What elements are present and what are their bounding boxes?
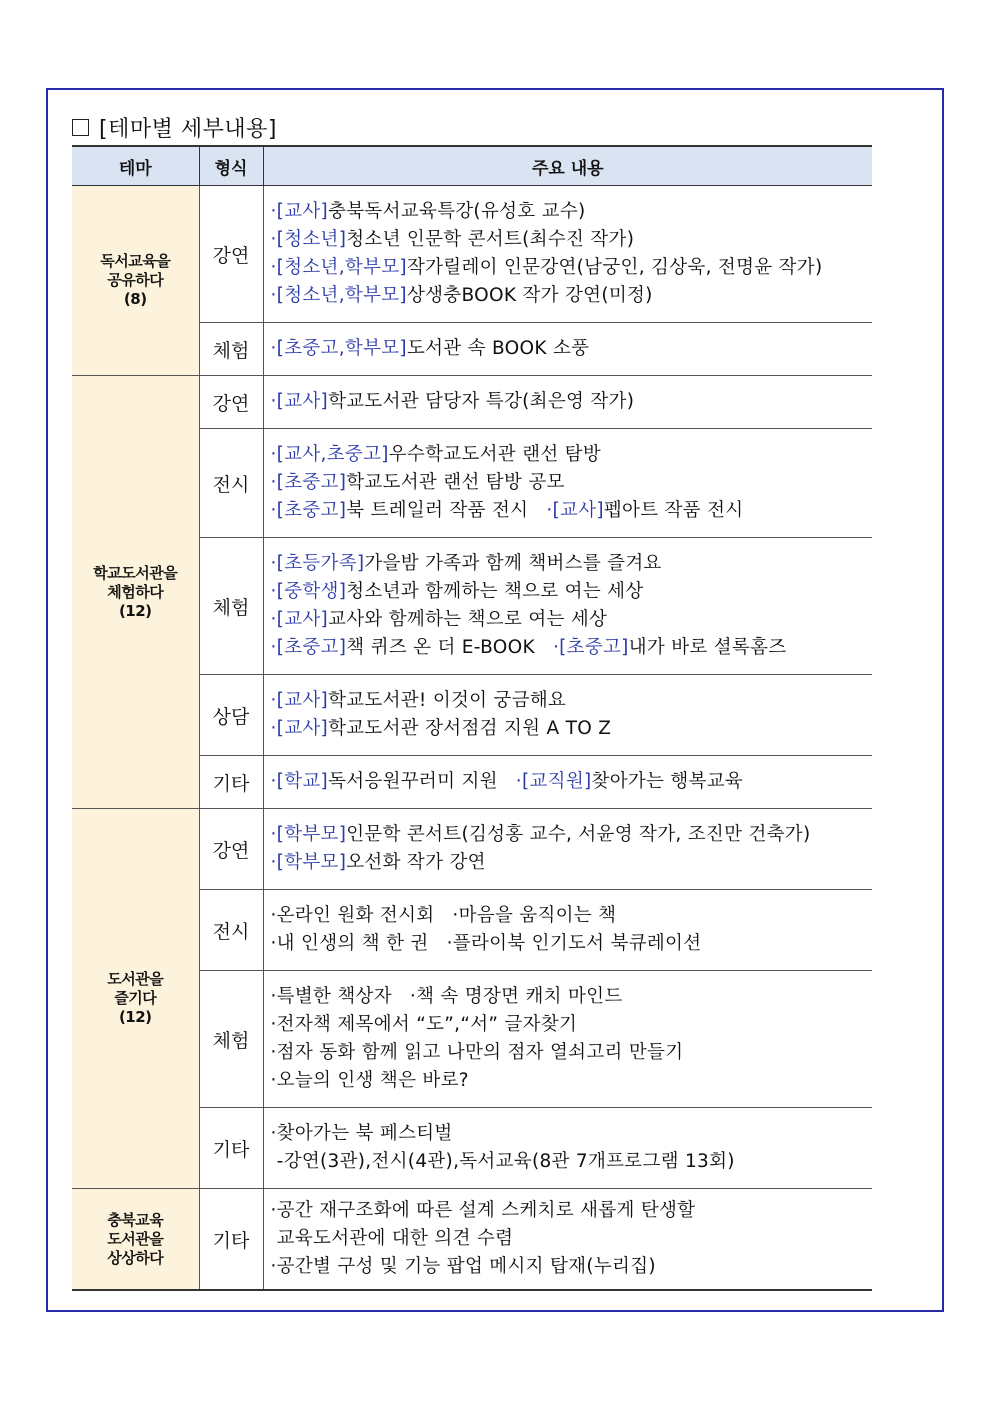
content-line bbox=[271, 335, 873, 363]
program-text: ·오늘의 인생 책은 바로? bbox=[270, 1070, 469, 1091]
program-text: 책 퀴즈 온 더 E-BOOK bbox=[346, 637, 535, 658]
content-line bbox=[271, 849, 873, 877]
form-cell: 체험 bbox=[199, 971, 263, 1108]
form-cell: 강연 bbox=[199, 186, 263, 323]
audience-tag: ·[교사,초중고] bbox=[270, 444, 389, 465]
theme-label-line: (8) bbox=[123, 290, 147, 308]
content-cell bbox=[263, 186, 872, 323]
content-line bbox=[271, 1067, 873, 1095]
content-line bbox=[271, 715, 873, 743]
program-text: 학교도서관! 이것이 궁금해요 bbox=[328, 690, 567, 711]
theme-label-line: (12) bbox=[118, 601, 152, 620]
content-cell bbox=[263, 809, 872, 890]
audience-tag: ·[교사] bbox=[546, 500, 604, 521]
audience-tag: ·[교사] bbox=[270, 718, 329, 739]
audience-tag: ·[청소년,학부모] bbox=[270, 257, 407, 278]
content-line bbox=[271, 983, 873, 1011]
program-text: 내가 바로 셜록홈즈 bbox=[628, 637, 787, 658]
audience-tag: ·[교직원] bbox=[515, 771, 592, 792]
content-line bbox=[271, 497, 873, 525]
content-cell bbox=[263, 376, 872, 429]
program-text: 교사와 함께하는 책으로 여는 세상 bbox=[328, 609, 608, 630]
content-cell bbox=[263, 538, 872, 675]
content-cell bbox=[263, 890, 872, 971]
content-line bbox=[271, 902, 873, 930]
theme-label-line: 도서관을 bbox=[107, 970, 164, 988]
audience-tag: ·[학부모] bbox=[270, 824, 347, 845]
program-text: ·공간 재구조화에 따른 설계 스케치로 새롭게 탄생할 bbox=[270, 1200, 696, 1221]
content-line bbox=[271, 1011, 873, 1039]
program-text: 도서관 속 BOOK 소풍 bbox=[406, 338, 590, 359]
table-row bbox=[72, 809, 872, 890]
table-row bbox=[72, 186, 872, 323]
content-line bbox=[271, 469, 873, 497]
content-line bbox=[271, 1148, 873, 1176]
program-text: 상생충BOOK 작가 강연(미정) bbox=[406, 285, 653, 306]
audience-tag: ·[초중고] bbox=[270, 637, 347, 658]
program-text: 독서응원꾸러미 지원 bbox=[328, 771, 498, 792]
theme-label-line: (12) bbox=[118, 1008, 152, 1026]
program-text: 찾아가는 행복교육 bbox=[591, 771, 744, 792]
audience-tag: ·[초중고] bbox=[552, 637, 629, 658]
header-content: 주요 내용 bbox=[263, 146, 872, 186]
program-text: ·온라인 원화 전시회 bbox=[270, 905, 435, 926]
theme-cell bbox=[72, 809, 199, 1189]
theme-detail-table bbox=[72, 145, 872, 1291]
program-text: ·점자 동화 함께 읽고 나만의 점자 열쇠고리 만들기 bbox=[270, 1042, 684, 1063]
content-line bbox=[271, 441, 873, 469]
content-cell bbox=[263, 323, 872, 376]
program-text: 학교도서관 랜선 탐방 공모 bbox=[346, 472, 565, 493]
audience-tag: ·[청소년,학부모] bbox=[270, 285, 407, 306]
theme-label-line: 공유하다 bbox=[107, 271, 164, 289]
program-text: 교육도서관에 대한 의견 수렴 bbox=[270, 1228, 514, 1249]
program-text: ·찾아가는 북 페스티벌 bbox=[270, 1123, 453, 1144]
program-text: 인문학 콘서트(김성홍 교수, 서윤영 작가, 조진만 건축가) bbox=[346, 824, 811, 845]
program-text: 펩아트 작품 전시 bbox=[603, 500, 744, 521]
content-line bbox=[271, 254, 873, 282]
theme-label-line: 독서교육을 bbox=[100, 252, 171, 270]
audience-tag: ·[교사] bbox=[270, 690, 329, 711]
content-line bbox=[271, 282, 873, 310]
audience-tag: ·[청소년] bbox=[270, 229, 347, 250]
program-text: ·내 인생의 책 한 권 bbox=[270, 933, 429, 954]
program-text: ·특별한 책상자 bbox=[270, 986, 392, 1007]
audience-tag: ·[초중고] bbox=[270, 472, 347, 493]
audience-tag: ·[초등가족] bbox=[270, 553, 365, 574]
theme-label-line: 충북교육 bbox=[107, 1210, 164, 1229]
audience-tag: ·[교사] bbox=[270, 201, 329, 222]
checkbox-square-icon bbox=[72, 119, 89, 136]
content-line bbox=[271, 198, 873, 226]
content-line bbox=[271, 930, 873, 958]
content-cell bbox=[263, 429, 872, 538]
form-cell: 기타 bbox=[199, 1189, 263, 1291]
content-line bbox=[271, 1197, 873, 1225]
program-text: 오선화 작가 강연 bbox=[346, 852, 486, 873]
theme-cell bbox=[72, 1189, 199, 1291]
section-heading-text: [테마별 세부내용] bbox=[99, 117, 277, 142]
content-cell bbox=[263, 675, 872, 756]
content-line bbox=[271, 634, 873, 662]
content-line bbox=[271, 578, 873, 606]
content-line bbox=[271, 1225, 873, 1253]
program-text: 충북독서교육특강(유성호 교수) bbox=[328, 201, 586, 222]
table-body bbox=[72, 186, 872, 1291]
program-text: 북 트레일러 작품 전시 bbox=[346, 500, 529, 521]
content-line bbox=[271, 1039, 873, 1067]
content-cell bbox=[263, 1108, 872, 1189]
form-cell: 상담 bbox=[199, 675, 263, 756]
form-cell: 강연 bbox=[199, 376, 263, 429]
content-line bbox=[271, 550, 873, 578]
theme-cell bbox=[72, 186, 199, 376]
form-cell: 전시 bbox=[199, 890, 263, 971]
content-line bbox=[271, 226, 873, 254]
table-row bbox=[72, 376, 872, 429]
program-text: 우수학교도서관 랜선 탐방 bbox=[388, 444, 602, 465]
theme-label-line: 도서관을 bbox=[107, 1229, 164, 1248]
audience-tag: ·[초중고,학부모] bbox=[270, 338, 407, 359]
program-text: ·플라이북 인기도서 북큐레이션 bbox=[446, 933, 702, 954]
audience-tag: ·[교사] bbox=[270, 391, 329, 412]
content-line bbox=[271, 388, 873, 416]
theme-label-line: 상상하다 bbox=[107, 1248, 164, 1267]
content-cell bbox=[263, 971, 872, 1108]
audience-tag: ·[교사] bbox=[270, 609, 329, 630]
program-text: 청소년과 함께하는 책으로 여는 세상 bbox=[346, 581, 644, 602]
table-header-row bbox=[72, 146, 872, 186]
audience-tag: ·[학부모] bbox=[270, 852, 347, 873]
program-text: 청소년 인문학 콘서트(최수진 작가) bbox=[346, 229, 635, 250]
audience-tag: ·[학교] bbox=[270, 771, 329, 792]
header-form: 형식 bbox=[199, 146, 263, 186]
content-line bbox=[271, 1120, 873, 1148]
content-line bbox=[271, 687, 873, 715]
program-text: ·책 속 명장면 캐치 마인드 bbox=[409, 986, 623, 1007]
header-theme: 테마 bbox=[72, 146, 199, 186]
content-cell bbox=[263, 756, 872, 809]
program-text: ·공간별 구성 및 기능 팝업 메시지 탑재(누리집) bbox=[270, 1256, 656, 1277]
form-cell: 전시 bbox=[199, 429, 263, 538]
form-cell: 체험 bbox=[199, 323, 263, 376]
table-row bbox=[72, 1189, 872, 1291]
program-text: 작가릴레이 인문강연(남궁인, 김상욱, 전명윤 작가) bbox=[406, 257, 823, 278]
theme-cell bbox=[72, 376, 199, 809]
form-cell: 체험 bbox=[199, 538, 263, 675]
theme-label-line: 체험하다 bbox=[107, 582, 164, 601]
audience-tag: ·[중학생] bbox=[270, 581, 347, 602]
program-text: 가을밤 가족과 함께 책버스를 즐겨요 bbox=[364, 553, 662, 574]
section-heading bbox=[72, 112, 277, 143]
program-text: ·전자책 제목에서 “도”,“서” 글자찾기 bbox=[270, 1014, 578, 1035]
program-text: 학교도서관 담당자 특강(최은영 작가) bbox=[328, 391, 635, 412]
form-cell: 기타 bbox=[199, 1108, 263, 1189]
content-line bbox=[271, 1253, 873, 1281]
content-line bbox=[271, 821, 873, 849]
form-cell: 강연 bbox=[199, 809, 263, 890]
program-text: -강연(3관),전시(4관),독서교육(8관 7개프로그램 13회) bbox=[270, 1151, 735, 1172]
theme-label-line: 학교도서관을 bbox=[93, 563, 178, 582]
content-cell bbox=[263, 1189, 872, 1291]
theme-label-line: 즐기다 bbox=[114, 989, 157, 1007]
form-cell: 기타 bbox=[199, 756, 263, 809]
content-line bbox=[271, 768, 873, 796]
content-line bbox=[271, 606, 873, 634]
program-text: ·마음을 움직이는 책 bbox=[452, 905, 617, 926]
audience-tag: ·[초중고] bbox=[270, 500, 347, 521]
program-text: 학교도서관 장서점검 지원 A TO Z bbox=[328, 718, 612, 739]
